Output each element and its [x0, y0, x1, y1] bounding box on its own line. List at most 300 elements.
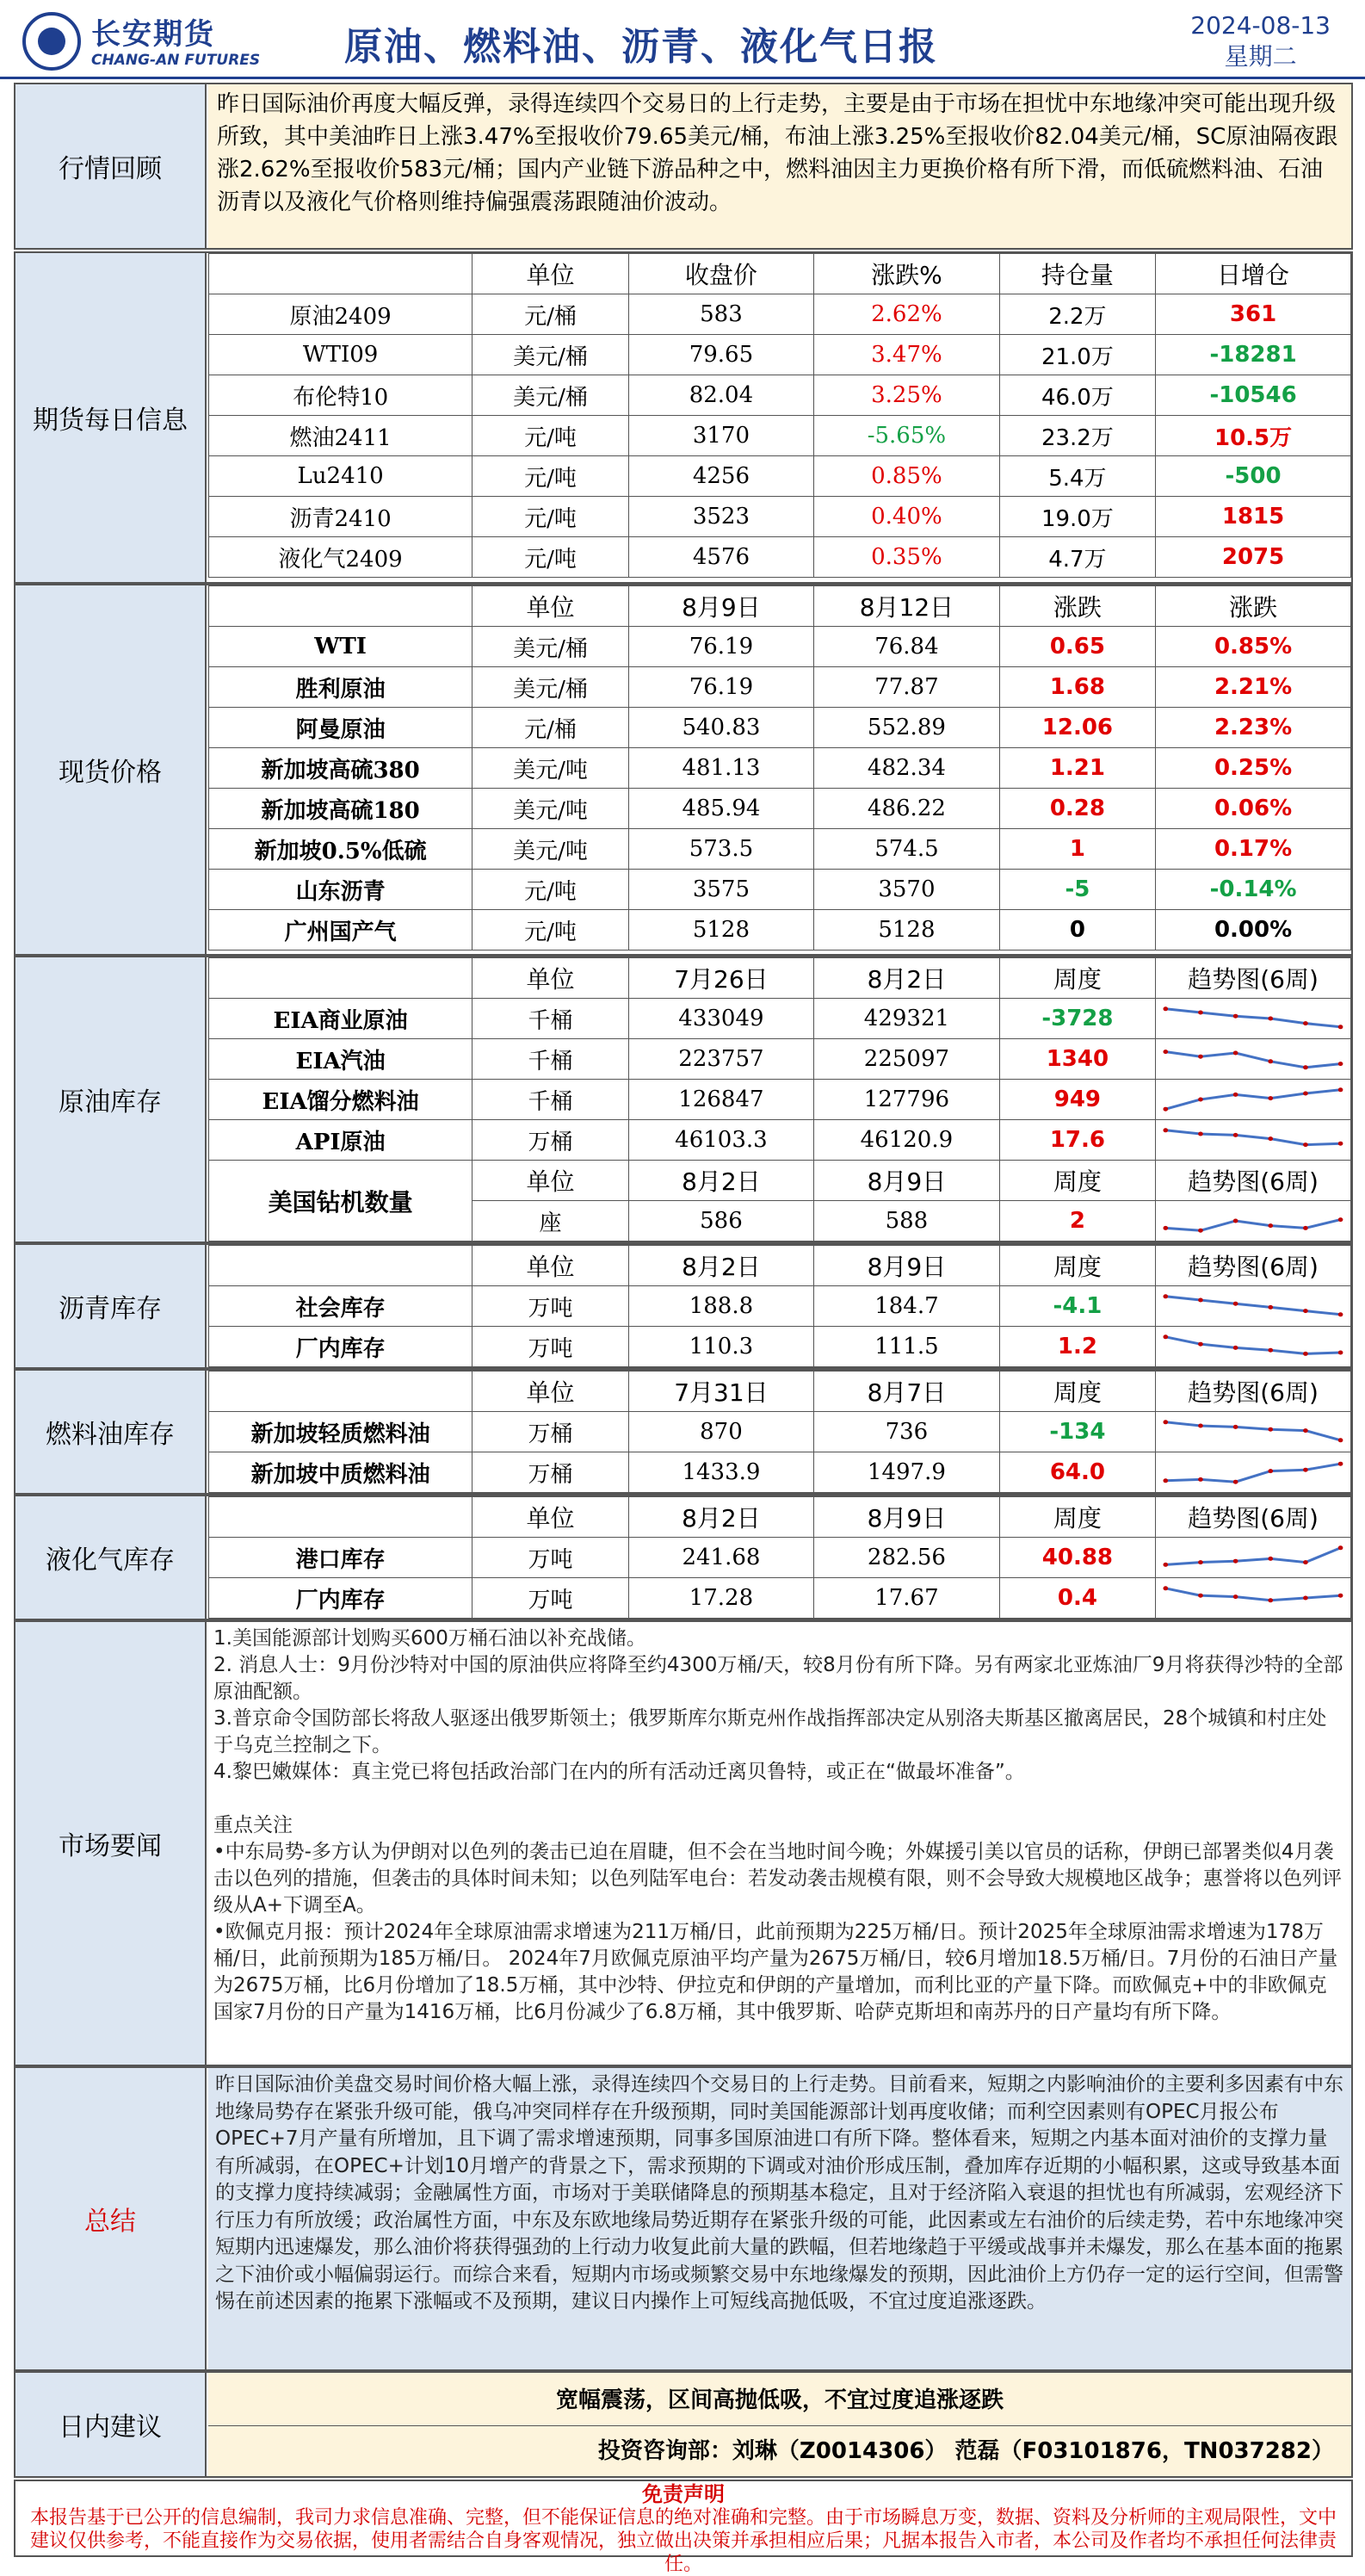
- price-prev: 5128: [628, 910, 813, 951]
- column-header: 涨跌%: [814, 254, 999, 294]
- oi-change: 10.5万: [1156, 416, 1351, 456]
- trend-point: [1198, 1594, 1203, 1598]
- trend-point: [1303, 1226, 1308, 1230]
- summary-text: 昨日国际油价美盘交易时间价格大幅上涨，录得连续四个交易日的上行走势。目前看来，短期之内影响油价的主要利多因素有中东地缘局势存在紧张升级可能，俄乌冲突同样存在升级预期，同时美国能源部计划再度收储；而利空因素则有OPEC月报公布OPEC+7月产量有所增加，且下调了需求增速预期，同事多国原油进口有所下降。整体看来，短期之内基本面对油价的支撑力量有所减弱，在OPEC+计划10月增产的背景之下，需求预期的下调或对油价形成压制，叠加库存近期的小幅积累，这或导致基本面的支撑力度持续减弱；金融属性方面，市场对于美联储降息的预期基本稳定，且对于经济陷入衰退的担忧也有所减弱，宏观经济下行压力有所放缓；政治属性方面，中东及东欧地缘局势近期存在紧张升级的可能，此因素或左右油价的后续走势，若中东地缘冲突短期内迅速爆发，那么油价将获得强劲的上行动力收复此前大量的跌幅，但若地缘趋于平缓或战事并未爆发，那么在基本面的拖累之下油价或小幅偏弱运行。而综合来看，短期内市场或频繁交易中东地缘爆发的预期，因此油价上方仍存一定的运行空间，但需警惕在前述因素的拖累下涨幅或不及预期，建议日内操作上可短线高抛低吸，不宜过度追涨逐跌。: [215, 2073, 1343, 2313]
- trend-point: [1198, 1560, 1203, 1564]
- futures-row: [209, 416, 1351, 456]
- spot-name: 新加坡0.5%低硫: [209, 829, 472, 870]
- unit: 元/吨: [472, 416, 628, 456]
- trend-point: [1164, 1334, 1169, 1339]
- column-header: 周度: [999, 1161, 1155, 1201]
- value-prev: 1433.9: [628, 1452, 813, 1493]
- rig-header-row: [209, 1161, 1351, 1201]
- trend-line: [1165, 1588, 1340, 1601]
- news-item: 重点关注: [213, 1814, 293, 1836]
- spot-name: WTI: [209, 627, 472, 667]
- column-header: 日增仓: [1156, 254, 1351, 294]
- trend-point: [1198, 1342, 1203, 1347]
- unit: 美元/桶: [472, 667, 628, 708]
- trend-cell: [1156, 1412, 1351, 1452]
- unit: 万吨: [472, 1578, 628, 1619]
- trend-line: [1165, 1297, 1340, 1315]
- trend-sparkline: [1156, 1082, 1350, 1117]
- price-prev: 485.94: [628, 789, 813, 829]
- column-header: 8月2日: [628, 1246, 813, 1286]
- price-change-pct: -0.14%: [1156, 870, 1351, 910]
- item-name: 社会库存: [209, 1286, 472, 1327]
- unit: 万吨: [472, 1286, 628, 1327]
- item-name: 新加坡轻质燃料油: [209, 1412, 472, 1452]
- report-date: [1190, 10, 1331, 72]
- trend-point: [1338, 1217, 1343, 1222]
- trend-line: [1165, 1130, 1340, 1145]
- value-prev: 110.3: [628, 1327, 813, 1367]
- price-prev: 76.19: [628, 667, 813, 708]
- trend-point: [1269, 1469, 1274, 1473]
- column-header: 周度: [999, 1497, 1155, 1538]
- weekly-change: 0.4: [999, 1578, 1155, 1619]
- trend-point: [1198, 1477, 1203, 1482]
- trend-point: [1303, 1468, 1308, 1472]
- futures-row: [209, 497, 1351, 537]
- oi-change: 361: [1156, 294, 1351, 335]
- close-price: 82.04: [628, 375, 813, 416]
- change-pct: 3.25%: [814, 375, 999, 416]
- unit: 万桶: [472, 1412, 628, 1452]
- trend-point: [1164, 1420, 1169, 1424]
- value-prev: 433049: [628, 999, 813, 1039]
- logo-cn: 长安期货: [91, 17, 215, 52]
- disclaimer-text: 本报告基于已公开的信息编制，我司力求信息准确、完整，但不能保证信息的绝对准确和完整。由于市场瞬息万变，数据、资料及分析师的主观局限性，文中建议仅供参考，不能直接作为交易依据，使用者需结合自身客观情况，独立做出决策并承担相应后果；凡据本报告入市者，本公司及作者均不承担任何法律责任。: [29, 2507, 1337, 2575]
- column-header: 7月31日: [628, 1372, 813, 1412]
- table-header-row: [209, 586, 1351, 627]
- trend-cell: [1156, 1286, 1351, 1327]
- column-header: 单位: [472, 254, 628, 294]
- price-curr: 5128: [814, 910, 999, 951]
- price-change: 1.21: [999, 748, 1155, 789]
- trend-point: [1303, 1309, 1308, 1313]
- weekly-change: 1340: [999, 1039, 1155, 1080]
- trend-point: [1269, 1059, 1274, 1063]
- price-curr: 552.89: [814, 708, 999, 748]
- column-header: 单位: [472, 586, 628, 627]
- spot-label: 现货价格: [15, 585, 207, 954]
- trend-cell: [1156, 999, 1351, 1039]
- trend-cell: [1156, 1039, 1351, 1080]
- column-header: 8月12日: [814, 586, 999, 627]
- column-header: 7月26日: [628, 958, 813, 999]
- contract-name: Lu2410: [209, 456, 472, 497]
- advice-section: [14, 2371, 1353, 2478]
- spot-row: [209, 627, 1351, 667]
- price-change: 0.28: [999, 789, 1155, 829]
- review-text: 昨日国际油价再度大幅反弹，录得连续四个交易日的上行走势，主要是由于市场在担忧中东地缘冲突可能出现升级所致，其中美油昨日上涨3.47%至报收价79.65美元/桶，布油上涨3.25%至报收价82.04美元/桶，SC原油隔夜跟涨2.62%至报收价583元/桶；国内产业链下游品种之中，燃料油因主力更换价格有所下滑，而低硫燃料油、石油沥青以及液化气价格则维持偏强震荡跟随油价波动。: [217, 91, 1338, 215]
- value-curr: 282.56: [814, 1538, 999, 1578]
- futures-row: [209, 294, 1351, 335]
- report-header: [0, 0, 1365, 79]
- advice-label: 日内建议: [15, 2373, 207, 2476]
- rig-count-name: 美国钻机数量: [209, 1161, 472, 1242]
- unit: 万桶: [472, 1120, 628, 1161]
- weekly-change: 17.6: [999, 1120, 1155, 1161]
- trend-line: [1165, 1337, 1340, 1354]
- futures-row: [209, 537, 1351, 578]
- trend-point: [1164, 1128, 1169, 1132]
- unit: 千桶: [472, 1039, 628, 1080]
- spot-row: [209, 870, 1351, 910]
- trend-point: [1198, 1011, 1203, 1015]
- column-header: 8月9日: [814, 1497, 999, 1538]
- news-item: [213, 1786, 1346, 1812]
- trend-line: [1165, 1464, 1340, 1482]
- stock-row: [209, 1286, 1351, 1327]
- column-header: 趋势图(6周): [1156, 1497, 1351, 1538]
- change-pct: 0.40%: [814, 497, 999, 537]
- trend-point: [1164, 1563, 1169, 1567]
- contract-name: WTI09: [209, 335, 472, 375]
- news-item: 1.美国能源部计划购买600万桶石油以补充战储。: [213, 1627, 646, 1650]
- unit: 万吨: [472, 1327, 628, 1367]
- open-interest: 21.0万: [999, 335, 1155, 375]
- contract-name: 布伦特10: [209, 375, 472, 416]
- trend-sparkline: [1156, 1042, 1350, 1076]
- disclaimer: [14, 2480, 1353, 2575]
- column-header: 趋势图(6周): [1156, 1246, 1351, 1286]
- futures-row: [209, 375, 1351, 416]
- unit: 元/吨: [472, 456, 628, 497]
- price-curr: 486.22: [814, 789, 999, 829]
- column-header: [209, 958, 472, 999]
- column-header: 周度: [999, 958, 1155, 999]
- review-section: [14, 83, 1353, 250]
- trend-point: [1233, 1051, 1238, 1056]
- trend-point: [1303, 1092, 1308, 1096]
- value-curr: 184.7: [814, 1286, 999, 1327]
- value-prev: 223757: [628, 1039, 813, 1080]
- trend-point: [1164, 1107, 1169, 1112]
- trend-cell: [1156, 1578, 1351, 1619]
- futures-row: [209, 335, 1351, 375]
- stock-row: [209, 1120, 1351, 1161]
- close-price: 3170: [628, 416, 813, 456]
- close-price: 583: [628, 294, 813, 335]
- trend-point: [1233, 1346, 1238, 1350]
- trend-point: [1338, 1142, 1343, 1146]
- trend-point: [1269, 1136, 1274, 1141]
- contract-name: 沥青2410: [209, 497, 472, 537]
- trend-point: [1303, 1428, 1308, 1433]
- contract-name: 原油2409: [209, 294, 472, 335]
- review-label: 行情回顾: [15, 84, 207, 248]
- change-pct: -5.65%: [814, 416, 999, 456]
- logo-en: CHANG-AN FUTURES: [91, 52, 261, 69]
- news-item: 2. 消息人士：9月份沙特对中国的原油供应将降至约4300万桶/天，较8月份有所下降。另有两家北亚炼油厂9月将获得沙特的全部原油配额。: [213, 1654, 1343, 1703]
- news-item: •中东局势-多方认为伊朗对以色列的袭击已迫在眉睫，但不会在当地时间今晚；外媒援引美以官员的话称，伊朗已部署类似4月袭击以色列的措施，但袭击的具体时间未知；以色列陆军电台：若发动袭击规模有限，则不会导致大规模地区战争；惠誉将以色列评级从A+下调至A。: [213, 1841, 1342, 1917]
- price-change-pct: 2.21%: [1156, 667, 1351, 708]
- price-curr: 76.84: [814, 627, 999, 667]
- table-header-row: [209, 1372, 1351, 1412]
- spot-section: [14, 584, 1353, 956]
- value-curr: 111.5: [814, 1327, 999, 1367]
- open-interest: 23.2万: [999, 416, 1155, 456]
- column-header: 涨跌: [1156, 586, 1351, 627]
- weekly-change: 949: [999, 1080, 1155, 1120]
- trend-point: [1233, 1219, 1238, 1223]
- unit: 美元/桶: [472, 335, 628, 375]
- spot-row: [209, 748, 1351, 789]
- trend-point: [1269, 1223, 1274, 1228]
- news-item: •欧佩克月报：预计2024年全球原油需求增速为211万桶/日，此前预期为225万桶/日。预计2025年全球原油需求增速为178万桶/日，此前预期为185万桶/日。 2024年7月欧佩克原油平均产量为2675万桶/日，较6月增加18.5万桶/日。7月份的石油日产量为2675万桶，比6月份增加了18.5万桶，其中沙特、伊拉克和伊朗的产量增加，而利比亚的产量下降。而欧佩克+中的非欧佩克国家7月份的日产量为1416万桶，比6月份减少了6.8万桶，其中俄罗斯、哈萨克斯坦和南苏丹的日产量均有所下降。: [213, 1921, 1338, 2023]
- contract-name: 燃油2411: [209, 416, 472, 456]
- advice-text: 宽幅震荡，区间高抛低吸，不宜过度追涨逐跌: [208, 2375, 1351, 2426]
- value-curr: 225097: [814, 1039, 999, 1080]
- trend-point: [1233, 1302, 1238, 1306]
- open-interest: 2.2万: [999, 294, 1155, 335]
- trend-point: [1269, 1427, 1274, 1432]
- column-header: 趋势图(6周): [1156, 1372, 1351, 1412]
- close-price: 4256: [628, 456, 813, 497]
- column-header: 8月7日: [814, 1372, 999, 1412]
- column-header: 8月2日: [628, 1497, 813, 1538]
- trend-point: [1233, 1425, 1238, 1429]
- unit: 美元/吨: [472, 789, 628, 829]
- value-prev: 241.68: [628, 1538, 813, 1578]
- disclaimer-title: 免责声明: [642, 2482, 725, 2506]
- price-prev: 3575: [628, 870, 813, 910]
- unit: 美元/吨: [472, 829, 628, 870]
- oi-change: 1815: [1156, 497, 1351, 537]
- value-prev: 17.28: [628, 1578, 813, 1619]
- spot-name: 山东沥青: [209, 870, 472, 910]
- futures-row: [209, 456, 1351, 497]
- spot-row: [209, 667, 1351, 708]
- oi-change: -500: [1156, 456, 1351, 497]
- spot-name: 阿曼原油: [209, 708, 472, 748]
- trend-point: [1338, 1462, 1343, 1466]
- price-change-pct: 0.85%: [1156, 627, 1351, 667]
- stock-row: [209, 1327, 1351, 1367]
- contract-name: 液化气2409: [209, 537, 472, 578]
- value-curr: 46120.9: [814, 1120, 999, 1161]
- lpg-stock-label: 液化气库存: [15, 1496, 207, 1619]
- futures-table: [208, 253, 1351, 578]
- trend-point: [1269, 1096, 1274, 1100]
- trend-point: [1198, 1424, 1203, 1428]
- logo-emblem-icon: [22, 12, 81, 71]
- futures-label: 期货每日信息: [15, 253, 207, 582]
- fuel-stock-section: [14, 1369, 1353, 1495]
- trend-point: [1164, 1586, 1169, 1590]
- column-header: 单位: [472, 1161, 628, 1201]
- trend-line: [1165, 1422, 1340, 1440]
- unit: 座: [472, 1201, 628, 1242]
- crude-stock-label: 原油库存: [15, 957, 207, 1242]
- column-header: 趋势图(6周): [1156, 1161, 1351, 1201]
- trend-point: [1338, 1062, 1343, 1066]
- item-name: 厂内库存: [209, 1578, 472, 1619]
- table-header-row: [209, 254, 1351, 294]
- unit: 万吨: [472, 1538, 628, 1578]
- stock-row: [209, 999, 1351, 1039]
- column-header: [209, 1497, 472, 1538]
- value-prev: 46103.3: [628, 1120, 813, 1161]
- trend-point: [1303, 1560, 1308, 1564]
- price-change: 0: [999, 910, 1155, 951]
- summary-label: 总结: [15, 2068, 207, 2369]
- unit: 千桶: [472, 999, 628, 1039]
- lpg-stock-table: [208, 1496, 1351, 1619]
- price-change: 12.06: [999, 708, 1155, 748]
- crude-stock-table: [208, 957, 1351, 1242]
- trend-point: [1198, 1298, 1203, 1303]
- trend-point: [1198, 1055, 1203, 1059]
- trend-point: [1338, 1087, 1343, 1092]
- trend-point: [1269, 1557, 1274, 1561]
- trend-point: [1303, 1352, 1308, 1356]
- column-header: 8月9日: [814, 1246, 999, 1286]
- price-curr: 574.5: [814, 829, 999, 870]
- trend-sparkline: [1156, 1123, 1350, 1157]
- price-change-pct: 0.00%: [1156, 910, 1351, 951]
- trend-point: [1164, 1050, 1169, 1054]
- spot-row: [209, 708, 1351, 748]
- asphalt-stock-table: [208, 1245, 1351, 1367]
- table-header-row: [209, 958, 1351, 999]
- trend-point: [1303, 1065, 1308, 1069]
- fuel-stock-label: 燃料油库存: [15, 1371, 207, 1493]
- weekly-change: -3728: [999, 999, 1155, 1039]
- unit: 千桶: [472, 1080, 628, 1120]
- item-name: EIA汽油: [209, 1039, 472, 1080]
- trend-cell: [1156, 1120, 1351, 1161]
- trend-point: [1164, 1478, 1169, 1483]
- trend-point: [1338, 1594, 1343, 1598]
- price-change: -5: [999, 870, 1155, 910]
- trend-point: [1338, 1545, 1343, 1550]
- unit: 元/吨: [472, 870, 628, 910]
- price-curr: 482.34: [814, 748, 999, 789]
- report-title: 原油、燃料油、沥青、液化气日报: [344, 25, 938, 69]
- change-pct: 0.85%: [814, 456, 999, 497]
- trend-point: [1233, 1133, 1238, 1137]
- price-curr: 3570: [814, 870, 999, 910]
- trend-sparkline: [1156, 1581, 1350, 1615]
- column-header: 单位: [472, 1497, 628, 1538]
- futures-section: [14, 251, 1353, 584]
- lpg-stock-section: [14, 1495, 1353, 1620]
- column-header: 收盘价: [628, 254, 813, 294]
- trend-point: [1233, 1559, 1238, 1564]
- trend-point: [1269, 1305, 1274, 1310]
- item-name: EIA馏分燃料油: [209, 1080, 472, 1120]
- trend-point: [1303, 1142, 1308, 1147]
- column-header: 8月9日: [628, 586, 813, 627]
- trend-point: [1269, 1598, 1274, 1602]
- change-pct: 0.35%: [814, 537, 999, 578]
- crude-stock-section: [14, 956, 1353, 1243]
- change-pct: 3.47%: [814, 335, 999, 375]
- trend-point: [1198, 1098, 1203, 1102]
- asphalt-stock-label: 沥青库存: [15, 1245, 207, 1367]
- price-change-pct: 0.06%: [1156, 789, 1351, 829]
- news-section: [14, 1620, 1353, 2066]
- unit: 美元/桶: [472, 375, 628, 416]
- column-header: 涨跌: [999, 586, 1155, 627]
- item-name: 厂内库存: [209, 1327, 472, 1367]
- trend-cell: [1156, 1080, 1351, 1120]
- stock-row: [209, 1039, 1351, 1080]
- column-header: 单位: [472, 958, 628, 999]
- table-header-row: [209, 1246, 1351, 1286]
- trend-line: [1165, 1052, 1340, 1068]
- value-curr: 1497.9: [814, 1452, 999, 1493]
- value-curr: 127796: [814, 1080, 999, 1120]
- value-prev: 870: [628, 1412, 813, 1452]
- price-prev: 76.19: [628, 627, 813, 667]
- price-prev: 573.5: [628, 829, 813, 870]
- item-name: EIA商业原油: [209, 999, 472, 1039]
- trend-cell: [1156, 1452, 1351, 1493]
- trend-point: [1164, 1226, 1169, 1230]
- trend-point: [1164, 1294, 1169, 1298]
- trend-point: [1269, 1348, 1274, 1353]
- column-header: 持仓量: [999, 254, 1155, 294]
- column-header: 周度: [999, 1372, 1155, 1412]
- weekly-change: 40.88: [999, 1538, 1155, 1578]
- asphalt-stock-section: [14, 1243, 1353, 1369]
- news-body: [208, 1622, 1351, 2065]
- column-header: 单位: [472, 1246, 628, 1286]
- weekly-change: 2: [999, 1201, 1155, 1242]
- trend-point: [1198, 1132, 1203, 1136]
- summary-section: [14, 2066, 1353, 2371]
- value-curr: 736: [814, 1412, 999, 1452]
- stock-row: [209, 1412, 1351, 1452]
- column-header: 趋势图(6周): [1156, 958, 1351, 999]
- unit: 美元/桶: [472, 627, 628, 667]
- trend-point: [1303, 1596, 1308, 1601]
- weekly-change: 1.2: [999, 1327, 1155, 1367]
- price-change: 0.65: [999, 627, 1155, 667]
- unit: 美元/吨: [472, 748, 628, 789]
- price-change: 1: [999, 829, 1155, 870]
- trend-point: [1164, 1006, 1169, 1011]
- unit: 万桶: [472, 1452, 628, 1493]
- column-header: 8月2日: [814, 958, 999, 999]
- trend-sparkline: [1156, 1415, 1350, 1449]
- price-curr: 77.87: [814, 667, 999, 708]
- oi-change: -18281: [1156, 335, 1351, 375]
- unit: 元/桶: [472, 294, 628, 335]
- trend-point: [1233, 1014, 1238, 1019]
- stock-row: [209, 1080, 1351, 1120]
- weekday-value: 星期二: [1224, 42, 1297, 71]
- trend-point: [1338, 1312, 1343, 1316]
- column-header: [209, 254, 472, 294]
- weekly-change: -134: [999, 1412, 1155, 1452]
- value-curr: 17.67: [814, 1578, 999, 1619]
- trend-point: [1303, 1021, 1308, 1025]
- trend-point: [1233, 1480, 1238, 1484]
- column-header: 单位: [472, 1372, 628, 1412]
- stock-row: [209, 1538, 1351, 1578]
- spot-row: [209, 910, 1351, 951]
- trend-point: [1269, 1017, 1274, 1021]
- close-price: 3523: [628, 497, 813, 537]
- trend-sparkline: [1156, 1455, 1350, 1489]
- item-name: API原油: [209, 1120, 472, 1161]
- trend-cell: [1156, 1201, 1351, 1242]
